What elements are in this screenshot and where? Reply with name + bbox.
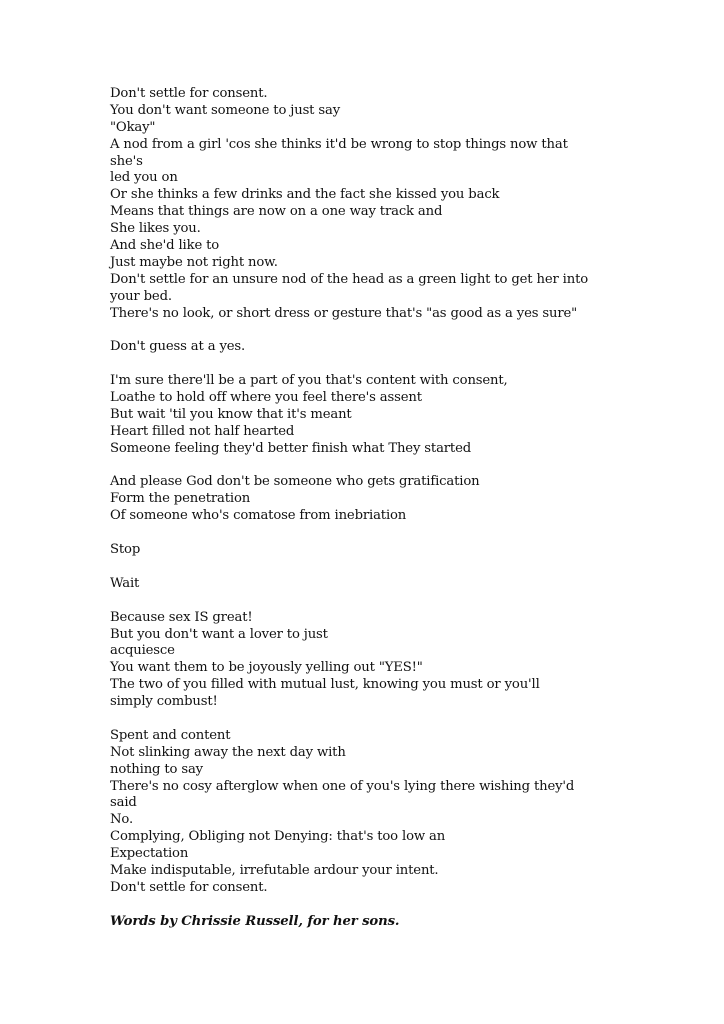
poem-line: Or she thinks a few drinks and the fact she kissed you back [110, 187, 500, 203]
poem-line: Loathe to hold off where you feel there's assent [110, 390, 422, 406]
poem-line: Don't guess at a yes. [110, 339, 246, 355]
poem-line: But you don't want a lover to just [110, 626, 328, 642]
stanza-gap [110, 559, 690, 576]
poem-line: The two of you filled with mutual lust, knowing you must or you'll [110, 677, 540, 693]
stanza-gap [110, 356, 690, 373]
poem-line: Don't settle for an unsure nod of the head as a green light to get her into [110, 271, 589, 287]
poem-line: Expectation [110, 846, 189, 862]
poem-line: Just maybe not right now. [110, 254, 278, 270]
poem-line: Means that things are now on a one way track and [110, 204, 443, 220]
poem-line: And she'd like to [110, 238, 220, 254]
poem-line: There's no look, or short dress or gesture that's "as good as a yes sure" [110, 305, 578, 321]
poem-line: Spent and content [110, 727, 231, 743]
poem-line: Because sex IS great! [110, 609, 253, 625]
stanza-8 [110, 728, 690, 897]
poem-line: your bed. [110, 288, 172, 304]
stanza-4 [110, 474, 690, 525]
poem-line: Heart filled not half hearted [110, 423, 295, 439]
poem-line: Complying, Obliging not Denying: that's too low an [110, 829, 446, 845]
poem-line: acquiesce [110, 643, 175, 659]
stanza-5 [110, 542, 690, 559]
stanza-gap [110, 711, 690, 728]
poem-line: You don't want someone to just say [110, 102, 341, 118]
poem-line: Someone feeling they'd better finish what They started [110, 440, 472, 456]
poem-line: I'm sure there'll be a part of you that's content with consent, [110, 373, 508, 389]
stanza-1 [110, 86, 690, 322]
poem-line: led you on [110, 170, 178, 186]
poem-line: There's no cosy afterglow when one of you's lying there wishing they'd [110, 778, 575, 794]
poem-line: Wait [110, 575, 140, 591]
stanza-2 [110, 339, 690, 356]
poem-line: A nod from a girl 'cos she thinks it'd be wrong to stop things now that [110, 136, 568, 152]
poem-body [110, 86, 690, 897]
poem-line: And please God don't be someone who gets gratification [110, 474, 480, 490]
stanza-6 [110, 576, 690, 593]
poem-line: Not slinking away the next day with [110, 744, 346, 760]
author-credit: Words by Chrissie Russell, for her sons. [110, 914, 400, 929]
stanza-3 [110, 373, 690, 457]
poem-line: Stop [110, 542, 141, 558]
poem-line: she's [110, 153, 143, 169]
poem-line: Form the penetration [110, 491, 251, 507]
poem-line: But wait 'til you know that it's meant [110, 406, 352, 422]
poem-line: Don't settle for consent. [110, 86, 268, 101]
poem-line: Make indisputable, irrefutable ardour your intent. [110, 862, 439, 878]
poem-line: "Okay" [110, 119, 156, 135]
poem-line: You want them to be joyously yelling out "YES!" [110, 660, 423, 676]
poem-line: No. [110, 812, 133, 828]
stanza-gap [110, 593, 690, 610]
poem-line: nothing to say [110, 761, 203, 777]
stanza-gap [110, 322, 690, 339]
poem-line: said [110, 795, 137, 811]
stanza-7 [110, 610, 690, 711]
poem-line: Of someone who's comatose from inebriation [110, 508, 407, 524]
stanza-gap [110, 458, 690, 475]
stanza-gap [110, 525, 690, 542]
poem-line: She likes you. [110, 221, 201, 237]
poem-line: Don't settle for consent. [110, 879, 268, 895]
poem-line: simply combust! [110, 694, 218, 710]
